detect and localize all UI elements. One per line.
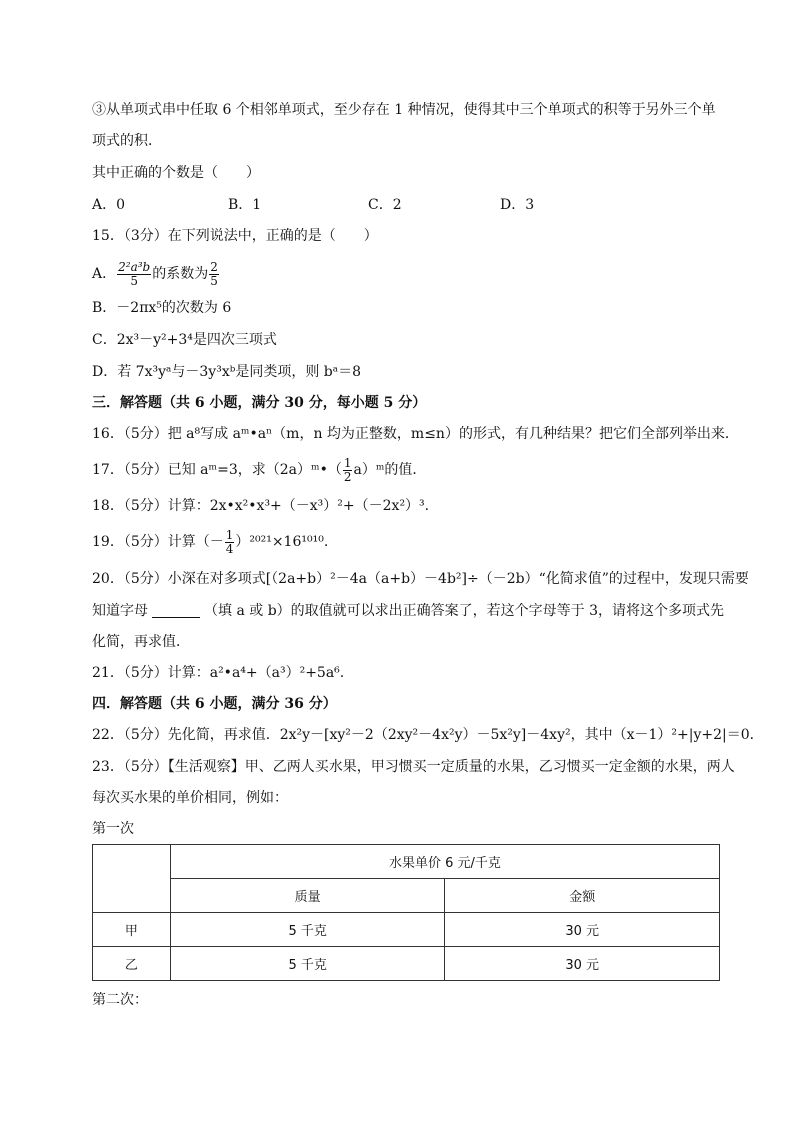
q15-a-label: A． [92, 266, 117, 282]
section-4-heading: 四．解答题（共 6 小题，满分 36 分） [92, 696, 337, 712]
q15-stem: 15．（3分）在下列说法中，正确的是（ ） [92, 228, 378, 244]
table-row-name: 乙 [93, 947, 171, 981]
q19 [92, 527, 328, 557]
q15-a-fraction [117, 261, 151, 288]
q15-option-b: B．－2πx⁵的次数为 6 [92, 300, 232, 316]
table-row-mass: 5 千克 [170, 947, 445, 981]
q15-a-mid: 的系数为 [152, 266, 209, 282]
second-time-label: 第二次： [92, 992, 148, 1008]
q15-option-c: C．2x³－y²+3⁴是四次三项式 [92, 332, 277, 348]
q14-option-c: C．2 [368, 197, 402, 213]
first-time-label: 第一次 [92, 821, 134, 837]
q19-fraction-denominator: 4 [225, 541, 234, 556]
table-row-mass: 5 千克 [170, 913, 445, 947]
q20-line2 [92, 601, 724, 621]
q15-option-a [92, 259, 220, 289]
q15-a-value-fraction [209, 261, 219, 288]
fruit-price-table [92, 844, 720, 981]
q21: 21．（5分）计算：a²•a⁴+（a³）²+5a⁶. [92, 665, 345, 681]
q14-option-a: A．0 [92, 197, 126, 213]
q15-a-fraction-numerator: 2²a³b [118, 259, 151, 274]
section-3-heading: 三．解答题（共 6 小题，满分 30 分，每小题 5 分） [92, 395, 427, 411]
table-corner-cell [93, 845, 171, 913]
q20-answer-blank [152, 603, 200, 618]
q20-line1: 20．（5分）小深在对多项式[（2a+b）²－4a（a+b）－4b²]÷（－2b）“化简求值”的过程中，发现只需要 [92, 571, 749, 587]
q14-option-b: B．1 [228, 197, 262, 213]
q15-a-value-numerator: 2 [210, 259, 218, 274]
q14-item3-line1: ③从单项式串中任取 6 个相邻单项式，至少存在 1 种情况，使得其中三个单项式的积等于另外三个单 [92, 102, 716, 118]
table-row-amount: 30 元 [445, 913, 720, 947]
q20-line2-before-blank: 知道字母 [92, 603, 148, 619]
q15-a-value-denominator: 5 [210, 273, 218, 288]
q17-fraction-denominator: 2 [343, 469, 352, 484]
q19-fraction [225, 529, 235, 556]
table-amount-header: 金额 [445, 879, 720, 913]
q17-fraction-numerator: 1 [343, 455, 352, 470]
q17 [92, 455, 426, 485]
table-header-row [93, 845, 720, 879]
q19-suffix: ）²⁰²¹×16¹⁰¹⁰. [235, 534, 329, 550]
table-subheader-row [93, 879, 720, 913]
q16: 16．（5分）把 a⁸写成 aᵐ•aⁿ（m，n 均为正整数，m≤n）的形式，有几种结果？把它们全部列举出来． [92, 426, 739, 442]
q17-prefix: 17．（5分）已知 aᵐ=3，求（2a）ᵐ•（ [92, 462, 342, 478]
q15-a-fraction-denominator: 5 [130, 273, 138, 288]
q23-line1: 23．（5分）【生活观察】甲、乙两人买水果，甲习惯买一定质量的水果，乙习惯买一定金额的水果，两人 [92, 759, 735, 775]
table-unit-price-header: 水果单价 6 元/千克 [170, 845, 719, 879]
table-row [93, 947, 720, 981]
table-row-name: 甲 [93, 913, 171, 947]
table-row-amount: 30 元 [445, 947, 720, 981]
q20-line3: 化简，再求值． [92, 634, 190, 650]
q22: 22．（5分）先化简，再求值．2x²y－[xy²－2（2xy²－4x²y）－5x²y]－4xy²，其中（x－1）²+|y+2|＝0． [92, 727, 764, 743]
q15-option-d: D．若 7x³yᵃ与－3y³xᵇ是同类项，则 bᵃ＝8 [92, 364, 362, 380]
table-mass-header: 质量 [170, 879, 445, 913]
q14-item3-line2: 项式的积． [92, 133, 162, 149]
q23-line2: 每次买水果的单价相同，例如： [92, 790, 288, 806]
q18: 18．（5分）计算：2x•x²•x³+（－x³）²+（－2x²）³. [92, 498, 430, 514]
q19-prefix: 19．（5分）计算（－ [92, 534, 224, 550]
table-row [93, 913, 720, 947]
q17-suffix: a）ᵐ的值． [353, 462, 427, 478]
q17-fraction [343, 457, 353, 484]
q20-line2-after-blank: （填 a 或 b）的取值就可以求出正确答案了，若这个字母等于 3，请将这个多项式先 [204, 603, 725, 619]
q14-stem: 其中正确的个数是（ ） [92, 165, 260, 181]
q19-fraction-numerator: 1 [225, 527, 234, 542]
q14-option-d: D．3 [500, 197, 535, 213]
